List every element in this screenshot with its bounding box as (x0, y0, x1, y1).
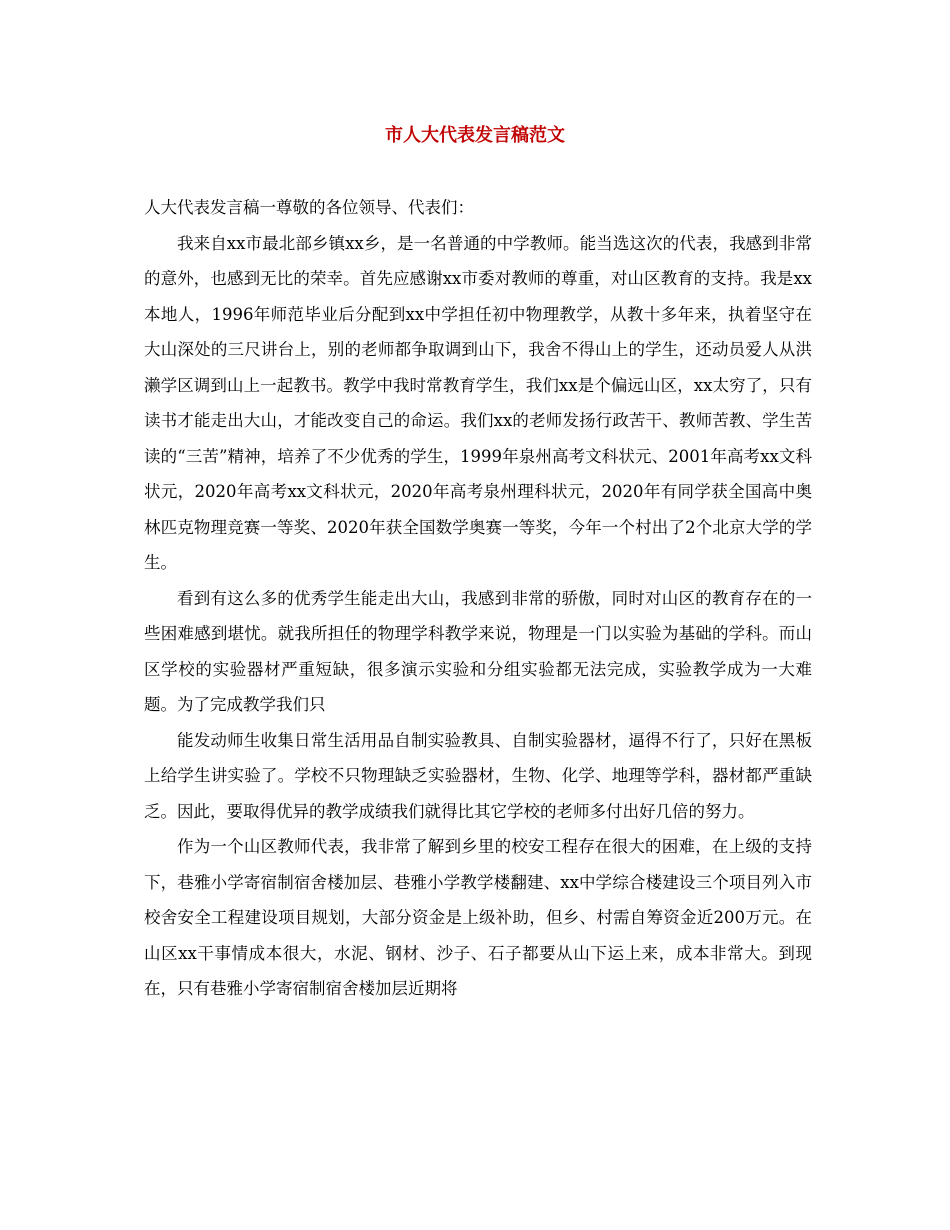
body-paragraph-2: 看到有这么多的优秀学生能走出大山，我感到非常的骄傲，同时对山区的教育存在的一些困难感到堪忧。就我所担任的物理学科教学来说，物理是一门以实验为基础的学科。而山区学校的实验器材严重短缺，很多演示实验和分组实验都无法完成，实验教学成为一大难题。为了完成教学我们只 (144, 588, 812, 714)
body-paragraph-3: 能发动师生收集日常生活用品自制实验教具、自制实验器材，逼得不行了，只好在黑板上给学生讲实验了。学校不只物理缺乏实验器材，生物、化学、地理等学科，器材都严重缺乏。因此，要取得优异的教学成绩我们就得比其它学校的老师多付出好几倍的努力。 (144, 730, 812, 821)
document-title: 市人大代表发言稿范文 (385, 125, 565, 146)
document-body (144, 190, 812, 1007)
body-paragraph-4: 作为一个山区教师代表，我非常了解到乡里的校安工程存在很大的困难，在上级的支持下，巷雅小学寄宿制宿舍楼加层、巷雅小学教学楼翻建、xx中学综合楼建设三个项目列入市校舍安全工程建设项目规划，大部分资金是上级补助，但乡、村需自筹资金近200万元。在山区xx干事情成本很大，水泥、钢材、沙子、石子都要从山下运上来，成本非常大。到现在，只有巷雅小学寄宿制宿舍楼加层近期将 (144, 837, 812, 998)
salutation-paragraph: 人大代表发言稿一尊敬的各位领导、代表们： (144, 198, 474, 217)
body-paragraph-1: 我来自xx市最北部乡镇xx乡，是一名普通的中学教师。能当选这次的代表，我感到非常的意外，也感到无比的荣幸。首先应感谢xx市委对教师的尊重，对山区教育的支持。我是xx本地人，1996年师范毕业后分配到xx中学担任初中物理教学，从教十多年来，执着坚守在大山深处的三尺讲台上，别的老师都争取调到山下，我舍不得山上的学生，还动员爱人从洪濑学区调到山上一起教书。教学中我时常教育学生，我们xx是个偏远山区，xx太穷了，只有读书才能走出大山，才能改变自己的命运。我们xx的老师发扬行政苦干、教师苦教、学生苦读的“三苦”精神，培养了不少优秀的学生，1999年泉州高考文科状元、2001年高考xx文科状元，2020年高考xx文科状元，2020年高考泉州理科状元，2020年有同学获全国高中奥林匹克物理竞赛一等奖、2020年获全国数学奥赛一等奖，今年一个村出了2个北京大学的学生。 (144, 233, 812, 572)
